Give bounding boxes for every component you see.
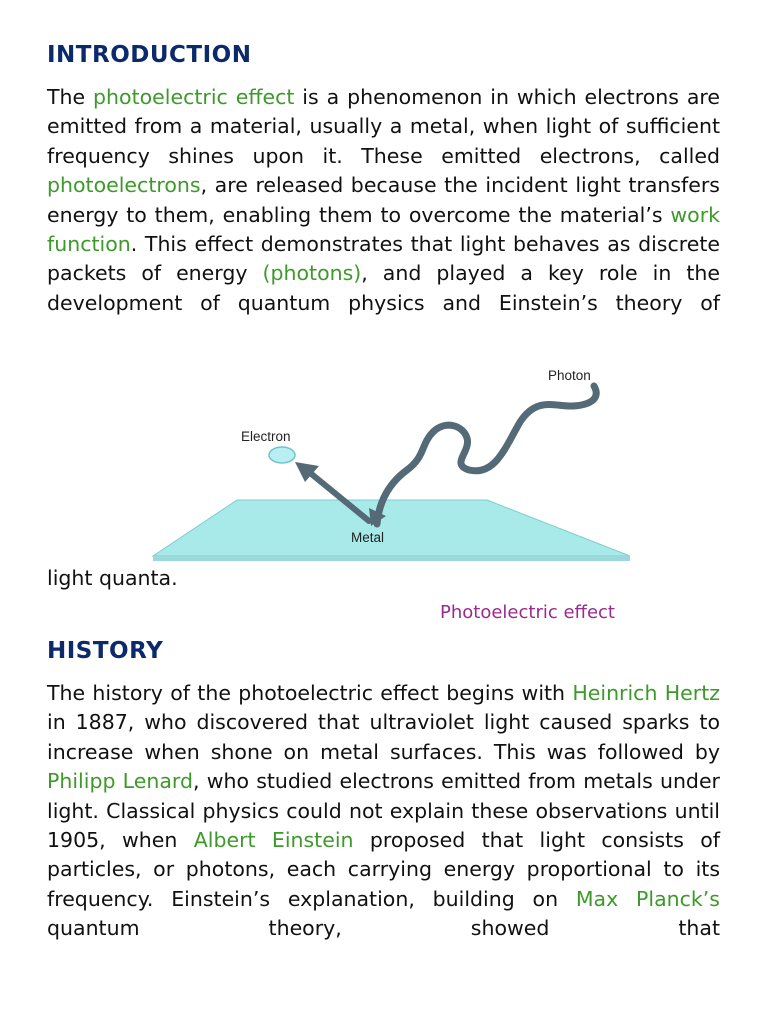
electron-label: Electron [241,429,291,444]
photoelectric-effect-diagram [145,362,645,572]
history-text-1: The history of the photoelectric effect begins with [47,681,573,705]
history-text-5: quantum theory, showed that [47,916,720,941]
introduction-paragraph [47,83,720,318]
metal-plate [153,500,630,556]
intro-text-2: is a phenomenon in which electrons are emitted from a material, usually a metal, when light of sufficient frequency shines upon it. These emitted electrons, called [47,85,720,168]
link-photoelectrons[interactable]: photoelectrons [47,173,201,198]
electron-sphere [269,447,295,463]
history-text-3: , who studied electrons emitted from metals under light. Classical physics could not explain these observations until 1905, when [47,769,720,853]
intro-text-1: The [47,85,94,109]
introduction-paragraph-continued: light quanta. [47,566,178,590]
figure-caption: Photoelectric effect [440,602,615,623]
history-paragraph [47,679,720,944]
metal-plate-edge [153,556,630,561]
link-philipp-lenard[interactable]: Philipp Lenard [47,769,193,794]
intro-text-5: , and played a key role in the development of quantum physics and Einstein’s theory of [47,261,720,315]
link-albert-einstein[interactable]: Albert Einstein [193,828,354,853]
link-photons[interactable]: (photons) [262,261,362,286]
link-photoelectric-effect[interactable]: photoelectric effect [93,85,295,109]
intro-text-4: . This effect demonstrates that light behaves as discrete packets of energy [47,232,720,286]
introduction-heading: INTRODUCTION [47,42,252,68]
photon-label: Photon [548,368,591,383]
intro-text-3: , are released because the incident light transfers energy to them, enabling them to overcome the material’s [47,173,720,227]
history-text-4: proposed that light consists of particles, or photons, each carrying energy proportional to its frequency. Einstein’s explanation, building on [47,828,720,911]
link-work-function[interactable]: work function [47,202,720,257]
history-text-2: in 1887, who discovered that ultraviolet light caused sparks to increase when shone on metal surfaces. This was followed by [47,710,720,764]
link-heinrich-hertz[interactable]: Heinrich Hertz [572,681,721,705]
metal-label: Metal [351,530,385,545]
history-heading: HISTORY [47,638,164,664]
link-max-planck[interactable]: Max Planck’s [575,886,720,911]
